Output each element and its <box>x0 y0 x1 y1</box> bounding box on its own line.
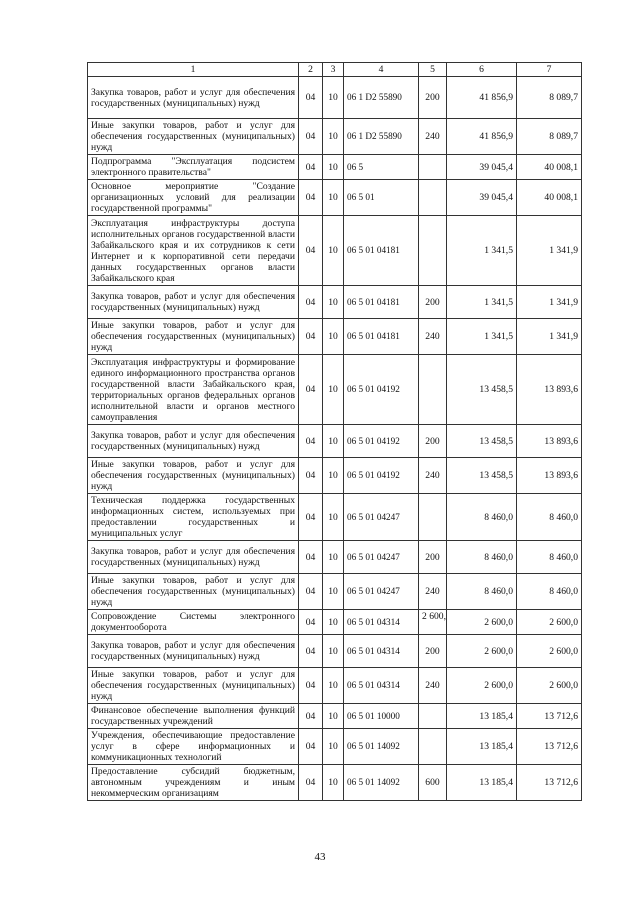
name-cell: Иные закупки товаров, работ и услуг для обеспечения государственных (муниципальных) нужд <box>88 458 299 494</box>
table-row <box>88 77 582 119</box>
header-cell-name: 1 <box>88 63 299 77</box>
table-row <box>88 668 582 704</box>
amount-year-2-cell: 13 893,6 <box>517 458 582 494</box>
amount-year-2-cell: 40 008,1 <box>517 180 582 216</box>
name-cell: Иные закупки товаров, работ и услуг для обеспечения государственных (муниципальных) нужд <box>88 119 299 155</box>
table-row <box>88 155 582 180</box>
subsection-cell: 10 <box>323 77 344 119</box>
expense-type-cell: 200 <box>419 77 447 119</box>
name-cell: Эксплуатация инфраструктуры доступа исполнительных органов государственной власти Забайкальского края и их сотрудников к сети Интернет и к корпоративной сети передачи данных государственных органов власти Забайкальского края <box>88 216 299 286</box>
table-row <box>88 119 582 155</box>
table-row <box>88 610 582 635</box>
name-cell: Техническая поддержка государственных информационных систем, используемых при предоставлении государственных и муниципальных услуг <box>88 494 299 541</box>
amount-year-2-cell: 8 460,0 <box>517 574 582 610</box>
expense-type-cell: 240 <box>419 119 447 155</box>
amount-year-1-cell: 8 460,0 <box>447 494 517 541</box>
amount-year-1-cell: 39 045,4 <box>447 180 517 216</box>
amount-year-1-cell: 13 458,5 <box>447 458 517 494</box>
expense-type-cell <box>419 180 447 216</box>
expense-type-cell: 240 <box>419 668 447 704</box>
amount-year-2-cell: 2 600,0 <box>517 668 582 704</box>
amount-year-1-cell: 13 185,4 <box>447 765 517 801</box>
amount-year-1-cell: 2 600,0 <box>447 635 517 668</box>
name-cell: Закупка товаров, работ и услуг для обеспечения государственных (муниципальных) нужд <box>88 286 299 319</box>
section-cell: 04 <box>299 574 323 610</box>
subsection-cell: 10 <box>323 119 344 155</box>
expense-type-cell <box>419 704 447 729</box>
section-cell: 04 <box>299 765 323 801</box>
subsection-cell: 10 <box>323 180 344 216</box>
expense-type-cell <box>419 155 447 180</box>
name-cell: Закупка товаров, работ и услуг для обеспечения государственных (муниципальных) нужд <box>88 635 299 668</box>
section-cell: 04 <box>299 458 323 494</box>
header-cell-expense-type: 5 <box>419 63 447 77</box>
subsection-cell: 10 <box>323 610 344 635</box>
section-cell: 04 <box>299 180 323 216</box>
section-cell: 04 <box>299 704 323 729</box>
name-cell: Эксплуатация инфраструктуры и формирование единого информационного пространства органов государственной власти Забайкальского края, территориальных органов федеральных органов исполнительной власти и органов местного самоуправления <box>88 355 299 425</box>
amount-year-2-cell: 13 712,6 <box>517 765 582 801</box>
name-cell: Основное мероприятие "Создание организационных условий для реализации государственной программы" <box>88 180 299 216</box>
section-cell: 04 <box>299 425 323 458</box>
amount-year-1-cell: 2 600,0 <box>447 610 517 635</box>
name-cell: Иные закупки товаров, работ и услуг для обеспечения государственных (муниципальных) нужд <box>88 574 299 610</box>
header-cell-year-1: 6 <box>447 63 517 77</box>
table-row <box>88 541 582 574</box>
amount-year-1-cell: 1 341,5 <box>447 216 517 286</box>
section-cell: 04 <box>299 319 323 355</box>
amount-year-2-cell: 1 341,9 <box>517 319 582 355</box>
amount-year-1-cell: 13 458,5 <box>447 425 517 458</box>
expense-type-cell <box>419 216 447 286</box>
amount-year-1-cell: 41 856,9 <box>447 77 517 119</box>
expense-type-cell <box>419 494 447 541</box>
table-row <box>88 635 582 668</box>
amount-year-2-cell: 2 600,0 <box>517 635 582 668</box>
amount-year-2-cell: 40 008,1 <box>517 155 582 180</box>
amount-year-1-cell: 13 185,4 <box>447 729 517 765</box>
subsection-cell: 10 <box>323 216 344 286</box>
table-row <box>88 729 582 765</box>
target-article-cell: 06 5 01 04192 <box>344 425 419 458</box>
subsection-cell: 10 <box>323 286 344 319</box>
target-article-cell: 06 5 01 10000 <box>344 704 419 729</box>
expense-type-cell: 200 <box>419 425 447 458</box>
section-cell: 04 <box>299 541 323 574</box>
section-cell: 04 <box>299 155 323 180</box>
header-cell-section: 2 <box>299 63 323 77</box>
amount-year-2-cell: 2 600,0 <box>517 610 582 635</box>
subsection-cell: 10 <box>323 541 344 574</box>
section-cell: 04 <box>299 286 323 319</box>
amount-year-2-cell: 13 712,6 <box>517 704 582 729</box>
subsection-cell: 10 <box>323 458 344 494</box>
section-cell: 04 <box>299 610 323 635</box>
amount-year-1-cell: 2 600,0 <box>447 668 517 704</box>
expense-type-cell: 200 <box>419 541 447 574</box>
table-header-row <box>88 63 582 77</box>
amount-year-2-cell: 13 893,6 <box>517 425 582 458</box>
table-row <box>88 180 582 216</box>
table-row <box>88 355 582 425</box>
amount-year-1-cell: 13 185,4 <box>447 704 517 729</box>
name-cell: Финансовое обеспечение выполнения функций государственных учреждений <box>88 704 299 729</box>
subsection-cell: 10 <box>323 355 344 425</box>
amount-year-1-cell: 8 460,0 <box>447 574 517 610</box>
name-cell: Закупка товаров, работ и услуг для обеспечения государственных (муниципальных) нужд <box>88 541 299 574</box>
target-article-cell: 06 5 01 04181 <box>344 319 419 355</box>
target-article-cell: 06 5 01 04192 <box>344 355 419 425</box>
budget-table <box>87 62 582 801</box>
target-article-cell: 06 5 01 04247 <box>344 494 419 541</box>
expense-type-cell: 240 <box>419 319 447 355</box>
amount-year-1-cell: 1 341,5 <box>447 319 517 355</box>
target-article-cell: 06 5 01 14092 <box>344 765 419 801</box>
amount-year-2-cell: 8 089,7 <box>517 119 582 155</box>
table-row <box>88 458 582 494</box>
header-cell-year-2: 7 <box>517 63 582 77</box>
name-cell: Сопровождение Системы электронного документооборота <box>88 610 299 635</box>
section-cell: 04 <box>299 494 323 541</box>
subsection-cell: 10 <box>323 574 344 610</box>
name-cell: Иные закупки товаров, работ и услуг для обеспечения государственных (муниципальных) нужд <box>88 668 299 704</box>
subsection-cell: 10 <box>323 155 344 180</box>
amount-year-2-cell: 8 089,7 <box>517 77 582 119</box>
section-cell: 04 <box>299 635 323 668</box>
subsection-cell: 10 <box>323 668 344 704</box>
name-cell: Иные закупки товаров, работ и услуг для обеспечения государственных (муниципальных) нужд <box>88 319 299 355</box>
target-article-cell: 06 5 <box>344 155 419 180</box>
header-cell-subsection: 3 <box>323 63 344 77</box>
table-row <box>88 494 582 541</box>
table-row <box>88 286 582 319</box>
amount-year-1-cell: 1 341,5 <box>447 286 517 319</box>
target-article-cell: 06 1 D2 55890 <box>344 119 419 155</box>
name-cell: Учреждения, обеспечивающие предоставление услуг в сфере информационных и коммуникационных технологий <box>88 729 299 765</box>
table-row <box>88 704 582 729</box>
subsection-cell: 10 <box>323 765 344 801</box>
subsection-cell: 10 <box>323 425 344 458</box>
amount-year-1-cell: 41 856,9 <box>447 119 517 155</box>
target-article-cell: 06 5 01 04247 <box>344 574 419 610</box>
table-row <box>88 765 582 801</box>
target-article-cell: 06 1 D2 55890 <box>344 77 419 119</box>
header-cell-target-article: 4 <box>344 63 419 77</box>
page-number: 43 <box>314 851 326 863</box>
amount-year-2-cell: 8 460,0 <box>517 494 582 541</box>
amount-year-2-cell: 1 341,9 <box>517 216 582 286</box>
table-row <box>88 216 582 286</box>
target-article-cell: 06 5 01 04247 <box>344 541 419 574</box>
target-article-cell: 06 5 01 04314 <box>344 635 419 668</box>
section-cell: 04 <box>299 729 323 765</box>
target-article-cell: 06 5 01 04314 <box>344 668 419 704</box>
expense-type-cell: 240 <box>419 458 447 494</box>
amount-year-1-cell: 13 458,5 <box>447 355 517 425</box>
amount-year-2-cell: 13 893,6 <box>517 355 582 425</box>
table-row <box>88 425 582 458</box>
name-cell: Закупка товаров, работ и услуг для обеспечения государственных (муниципальных) нужд <box>88 77 299 119</box>
target-article-cell: 06 5 01 04192 <box>344 458 419 494</box>
name-cell: Предоставление субсидий бюджетным, автономным учреждениям и иным некоммерческим организациям <box>88 765 299 801</box>
expense-type-cell <box>419 729 447 765</box>
section-cell: 04 <box>299 119 323 155</box>
expense-type-cell: 200 <box>419 635 447 668</box>
table-row <box>88 574 582 610</box>
target-article-cell: 06 5 01 04181 <box>344 286 419 319</box>
section-cell: 04 <box>299 216 323 286</box>
target-article-cell: 06 5 01 14092 <box>344 729 419 765</box>
amount-year-1-cell: 39 045,4 <box>447 155 517 180</box>
target-article-cell: 06 5 01 <box>344 180 419 216</box>
subsection-cell: 10 <box>323 704 344 729</box>
section-cell: 04 <box>299 77 323 119</box>
name-cell: Подпрограмма "Эксплуатация подсистем электронного правительства" <box>88 155 299 180</box>
subsection-cell: 10 <box>323 319 344 355</box>
name-cell: Закупка товаров, работ и услуг для обеспечения государственных (муниципальных) нужд <box>88 425 299 458</box>
table-row <box>88 319 582 355</box>
amount-year-2-cell: 13 712,6 <box>517 729 582 765</box>
table-body <box>88 63 582 801</box>
expense-type-cell: 240 <box>419 574 447 610</box>
amount-year-2-cell: 1 341,9 <box>517 286 582 319</box>
expense-type-cell <box>419 355 447 425</box>
amount-year-2-cell: 8 460,0 <box>517 541 582 574</box>
target-article-cell: 06 5 01 04181 <box>344 216 419 286</box>
section-cell: 04 <box>299 668 323 704</box>
expense-type-cell: 200 <box>419 286 447 319</box>
expense-type-cell: 600 <box>419 765 447 801</box>
subsection-cell: 10 <box>323 635 344 668</box>
section-cell: 04 <box>299 355 323 425</box>
expense-type-cell: 2 600, <box>419 610 447 635</box>
subsection-cell: 10 <box>323 494 344 541</box>
target-article-cell: 06 5 01 04314 <box>344 610 419 635</box>
subsection-cell: 10 <box>323 729 344 765</box>
amount-year-1-cell: 8 460,0 <box>447 541 517 574</box>
